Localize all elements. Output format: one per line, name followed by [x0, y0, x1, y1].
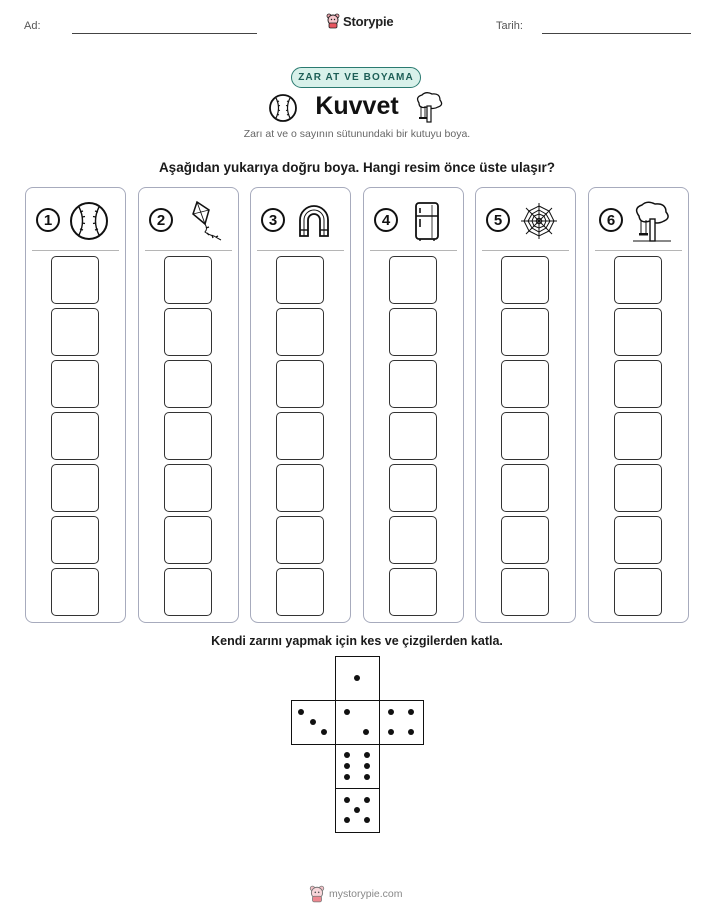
magnet-icon: [293, 200, 335, 242]
die-pip: [344, 817, 350, 823]
color-box[interactable]: [501, 256, 549, 304]
die-face-four: [379, 700, 424, 745]
color-box[interactable]: [389, 516, 437, 564]
die-face-one: [335, 656, 380, 701]
color-box[interactable]: [164, 568, 212, 616]
column-number: 5: [486, 208, 510, 232]
footer-url[interactable]: mystorypie.com: [329, 888, 403, 900]
brand-logo: [326, 13, 393, 29]
color-box[interactable]: [614, 516, 662, 564]
die-pip: [310, 719, 316, 725]
color-box[interactable]: [614, 568, 662, 616]
spiderweb-icon: [518, 200, 560, 242]
color-box[interactable]: [389, 568, 437, 616]
color-box[interactable]: [614, 308, 662, 356]
die-pip: [408, 729, 414, 735]
color-box[interactable]: [164, 516, 212, 564]
footer: [309, 885, 403, 903]
color-box[interactable]: [614, 412, 662, 460]
die-pip: [364, 774, 370, 780]
column-number: 2: [149, 208, 173, 232]
color-box[interactable]: [614, 464, 662, 512]
die-pip: [364, 763, 370, 769]
die-pip: [354, 675, 360, 681]
column-5: [475, 187, 576, 623]
date-line[interactable]: [542, 33, 691, 34]
color-box[interactable]: [51, 516, 99, 564]
die-pip: [354, 807, 360, 813]
column-number: 3: [261, 208, 285, 232]
die-pip: [388, 709, 394, 715]
column-number: 4: [374, 208, 398, 232]
color-box[interactable]: [51, 256, 99, 304]
color-box[interactable]: [389, 412, 437, 460]
die-face-five: [335, 788, 380, 833]
color-box[interactable]: [51, 412, 99, 460]
column-divider: [145, 250, 232, 251]
color-box[interactable]: [276, 568, 324, 616]
color-box[interactable]: [164, 308, 212, 356]
baseball-icon: [268, 93, 298, 123]
refrigerator-icon: [406, 200, 448, 242]
column-divider: [595, 250, 682, 251]
tree-swing-icon: [413, 91, 445, 123]
name-label: Ad:: [24, 20, 41, 32]
color-box[interactable]: [276, 256, 324, 304]
color-box[interactable]: [164, 412, 212, 460]
baseball-icon: [68, 200, 110, 242]
page-subtitle: Zarı at ve o sayının sütunundaki bir kutuyu boya.: [243, 128, 471, 140]
die-pip: [388, 729, 394, 735]
date-label: Tarih:: [496, 20, 523, 32]
die-pip: [344, 709, 350, 715]
color-box[interactable]: [51, 464, 99, 512]
color-box[interactable]: [501, 412, 549, 460]
die-pip: [298, 709, 304, 715]
die-pip: [408, 709, 414, 715]
dice-instruction: Kendi zarını yapmak için kes ve çizgilerden katla.: [211, 634, 503, 648]
color-box[interactable]: [276, 308, 324, 356]
die-pip: [364, 797, 370, 803]
color-box[interactable]: [164, 464, 212, 512]
color-box[interactable]: [276, 516, 324, 564]
column-6: [588, 187, 689, 623]
color-box[interactable]: [614, 360, 662, 408]
color-box[interactable]: [51, 568, 99, 616]
column-number: 1: [36, 208, 60, 232]
column-divider: [257, 250, 344, 251]
die-pip: [364, 817, 370, 823]
die-pip: [344, 763, 350, 769]
coloring-instruction: Aşağıdan yukarıya doğru boya. Hangi resim önce üste ulaşır?: [158, 160, 556, 175]
color-box[interactable]: [51, 360, 99, 408]
tree-swing-icon: [631, 200, 673, 242]
column-3: [250, 187, 351, 623]
column-1: [25, 187, 126, 623]
bear-mascot-icon: [326, 13, 340, 29]
color-box[interactable]: [389, 308, 437, 356]
die-pip: [344, 797, 350, 803]
column-divider: [482, 250, 569, 251]
color-box[interactable]: [276, 412, 324, 460]
color-box[interactable]: [164, 256, 212, 304]
column-divider: [32, 250, 119, 251]
color-box[interactable]: [389, 464, 437, 512]
column-4: [363, 187, 464, 623]
column-2: [138, 187, 239, 623]
color-box[interactable]: [389, 360, 437, 408]
page-title: Kuvvet: [315, 92, 399, 120]
column-number: 6: [599, 208, 623, 232]
category-badge: ZAR AT VE BOYAMA: [291, 67, 421, 88]
color-box[interactable]: [501, 308, 549, 356]
brand-name: Storypie: [343, 13, 394, 29]
color-box[interactable]: [51, 308, 99, 356]
die-face-six: [335, 744, 380, 789]
color-box[interactable]: [276, 360, 324, 408]
color-box[interactable]: [501, 464, 549, 512]
die-face-three: [291, 700, 336, 745]
die-pip: [321, 729, 327, 735]
bear-mascot-icon: [309, 885, 325, 903]
color-box[interactable]: [501, 516, 549, 564]
color-box[interactable]: [164, 360, 212, 408]
die-pip: [364, 752, 370, 758]
die-pip: [363, 729, 369, 735]
name-line[interactable]: [72, 33, 257, 34]
color-box[interactable]: [276, 464, 324, 512]
color-box[interactable]: [389, 256, 437, 304]
kite-icon: [181, 200, 223, 242]
color-box[interactable]: [501, 568, 549, 616]
die-face-two: [335, 700, 380, 745]
column-divider: [370, 250, 457, 251]
die-pip: [344, 774, 350, 780]
color-box[interactable]: [501, 360, 549, 408]
color-box[interactable]: [614, 256, 662, 304]
die-pip: [344, 752, 350, 758]
